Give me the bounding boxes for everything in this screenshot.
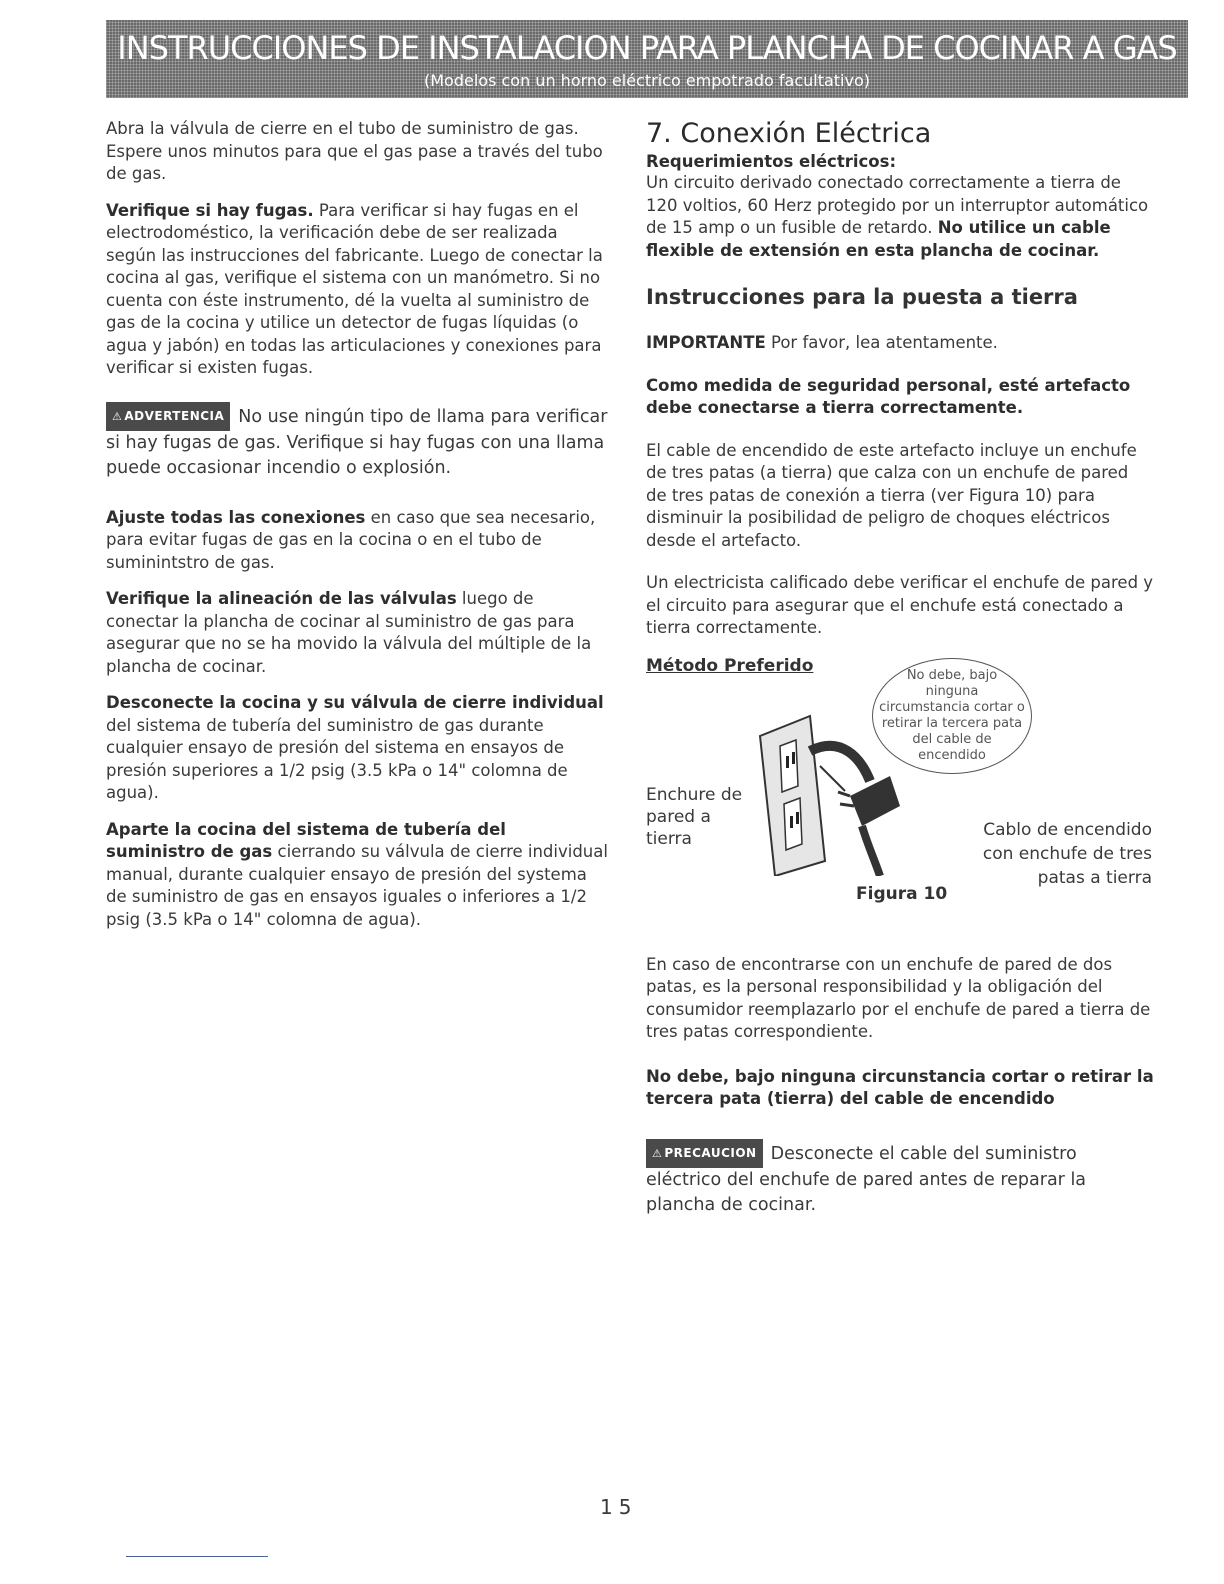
figure-caption: Figura 10 bbox=[856, 883, 948, 904]
adjust-connections-text: en caso que sea necesario, para evitar fugas de gas en la cocina o en el tubo de suminintstro de gas. bbox=[106, 507, 596, 572]
two-prong-paragraph: En caso de encontrarse con un enchufe de pared de dos patas, es la personal responsibilidad y la obligación del consumidor reemplazarlo por el enchufe de pared a tierra de tres patas correspondiente. bbox=[646, 954, 1151, 1041]
warning-text: No use ningún tipo de llama para verificar si hay fugas de gas. Verifique si hay fugas con una llama puede occasionar incendio o explosión. bbox=[106, 406, 608, 478]
requirements-warning: No utilice un cable flexible de extensión en esta plancha de cocinar. bbox=[646, 218, 1111, 260]
page-number: 15 bbox=[600, 1495, 638, 1519]
important-text: Por favor, lea atentamente. bbox=[765, 333, 998, 352]
right-column bbox=[646, 118, 1154, 1232]
cable-label: Cablo de encendido con enchufe de tres patas a tierra bbox=[982, 819, 1152, 888]
valve-alignment-paragraph bbox=[106, 588, 608, 678]
electrician-paragraph: Un electricista calificado debe verificar el enchufe de pared y el circuito para asegurar que el enchufe está conectado a tierra correctamente. bbox=[646, 573, 1154, 637]
left-column bbox=[106, 118, 608, 945]
outlet-label: Enchure de pared a tierra bbox=[646, 784, 743, 849]
leak-check-paragraph bbox=[106, 200, 608, 380]
caution-triangle-icon: ⚠ bbox=[652, 1146, 663, 1160]
isolate-heading: Aparte la cocina del sistema de tubería del suministro de gas bbox=[106, 819, 506, 861]
never-remove-paragraph: No debe, bajo ninguna circunstancia cortar o retirar la tercera pata (tierra) del cable de encendido bbox=[646, 1066, 1154, 1108]
figure-method-label: Método Preferido bbox=[646, 655, 814, 676]
important-paragraph bbox=[646, 332, 1154, 355]
disconnect-heading: Desconecte la cocina y su válvula de cierre individual bbox=[106, 693, 604, 712]
valve-alignment-text: luego de conectar la plancha de cocinar al suministro de gas para asegurar que no se ha movido la válvula del múltiple de la plancha de cocinar. bbox=[106, 589, 592, 676]
grounding-title: Instrucciones para la puesta a tierra bbox=[646, 285, 1078, 309]
caution-label: PRECAUCION bbox=[664, 1145, 757, 1160]
header-title: INSTRUCCIONES DE INSTALACION PARA PLANCHA DE COCINAR A GAS bbox=[117, 29, 1177, 67]
important-label: IMPORTANTE bbox=[646, 333, 766, 352]
gas-valve-paragraph: Abra la válvula de cierre en el tubo de suministro de gas. Espere unos minutos para que el gas pase a través del tubo de gas. bbox=[106, 119, 603, 183]
warning-triangle-icon: ⚠ bbox=[112, 409, 123, 423]
leak-check-text: Para verificar si hay fugas en el electrodoméstico, la verificación debe de ser realizada según las instrucciones del fabricante. Luego de conectar la cocina al gas, verifique el sistema con un manómetro. Si no cuenta con éste instrumento, dé la vuelta al suministro de gas de la cocina y utilice un detector de fugas líquidas (o agua y jabón) en todas las articulaciones y conexiones para verificar si existen fugas. bbox=[106, 200, 603, 377]
figure-10 bbox=[646, 656, 1154, 916]
leak-check-heading: Verifique si hay fugas. bbox=[106, 200, 314, 220]
disconnect-text: del sistema de tubería del suministro de gas durante cualquier ensayo de presión del sistema en ensayos de presión superiores a 1/2 psig (3.5 kPa o 14" colomna de agua). bbox=[106, 715, 568, 802]
warning-paragraph bbox=[106, 402, 608, 481]
adjust-connections-paragraph bbox=[106, 507, 608, 575]
section-title: 7. Conexión Eléctrica bbox=[646, 118, 932, 149]
caution-badge bbox=[646, 1139, 763, 1168]
caution-text: Desconecte el cable del suministro eléctrico del enchufe de pared antes de reparar la plancha de cocinar. bbox=[646, 1143, 1087, 1215]
wall-outlet-icon bbox=[760, 716, 825, 876]
warning-label: ADVERTENCIA bbox=[124, 408, 225, 423]
isolate-text: cierrando su válvula de cierre individual manual, durante cualquier ensayo de presión del systema de suministro de gas en ensayos iguales o inferiores a 1/2 psig (3.5 kPa o 14" colomna de agua). bbox=[106, 842, 608, 929]
requirements-paragraph bbox=[646, 172, 1154, 262]
warning-badge bbox=[106, 402, 230, 431]
valve-alignment-heading: Verifique la alineación de las válvulas bbox=[106, 589, 457, 608]
safety-paragraph: Como medida de seguridad personal, esté artefacto debe conectarse a tierra correctamente. bbox=[646, 375, 1131, 417]
footer-rule bbox=[126, 1556, 268, 1557]
adjust-connections-heading: Ajuste todas las conexiones bbox=[106, 507, 366, 527]
page-header bbox=[106, 20, 1188, 98]
header-subtitle: (Modelos con un horno eléctrico empotrado facultativo) bbox=[424, 71, 870, 90]
figure-warning-bubble: No debe, bajo ninguna circumstancia cortar o retirar la tercera pata del cable de encendido bbox=[872, 658, 1032, 774]
caution-paragraph bbox=[646, 1139, 1154, 1218]
requirements-title: Requerimientos eléctricos: bbox=[646, 152, 897, 171]
requirements-text: Un circuito derivado conectado correctamente a tierra de 120 voltios, 60 Herz protegido por un interruptor automático de 15 amp o un fusible de retardo. bbox=[646, 173, 1149, 237]
cable-paragraph: El cable de encendido de este artefacto incluye un enchufe de tres patas (a tierra) que calza con un enchufe de pared de tres patas de conexión a tierra (ver Figura 10) para disminuir la posibilidad de peligro de choques eléctricos desde el artefacto. bbox=[646, 440, 1137, 550]
isolate-paragraph bbox=[106, 819, 608, 932]
disconnect-paragraph bbox=[106, 692, 608, 805]
